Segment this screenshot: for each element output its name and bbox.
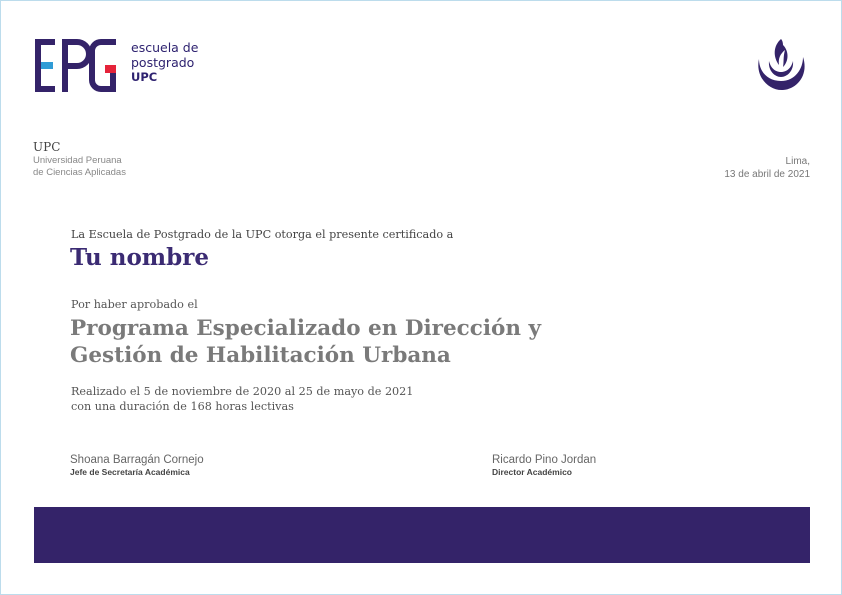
school-line-3: UPC [131,70,158,84]
institution-sub-2: de Ciencias Aplicadas [33,167,126,178]
institution-sub-1: Universidad Peruana [33,155,122,166]
upc-flame-emblem-icon [753,37,809,93]
program-dates: Realizado el 5 de noviembre de 2020 al 25 de mayo de 2021 [71,385,414,398]
signer-name: Shoana Barragán Cornejo [70,454,204,466]
signer-title: Jefe de Secretaría Académica [70,467,190,477]
institution-name: UPC [33,140,61,154]
program-details [71,385,413,414]
signer-name: Ricardo Pino Jordan [492,454,597,466]
footer-band [34,507,810,563]
epg-logo [35,39,119,92]
signature-right [492,453,596,478]
place-date [724,155,810,181]
signature-left [70,453,204,478]
school-line-1: escuela de [131,40,199,55]
institution-block [33,140,126,179]
signer-title: Director Académico [492,467,572,477]
program-title-line-1: Programa Especializado en Dirección y [70,316,541,341]
certificate-reason: Por haber aprobado el [71,298,198,311]
issue-date: 13 de abril de 2021 [724,169,810,180]
program-duration: con una duración de 168 horas lectivas [71,399,294,413]
program-title [70,315,541,369]
program-title-line-2: Gestión de Habilitación Urbana [70,343,451,368]
school-line-2: postgrado [131,55,195,70]
certificate-intro: La Escuela de Postgrado de la UPC otorga el presente certificado a [71,228,454,241]
recipient-name: Tu nombre [70,244,209,271]
school-name [131,40,198,85]
city: Lima, [785,156,810,167]
